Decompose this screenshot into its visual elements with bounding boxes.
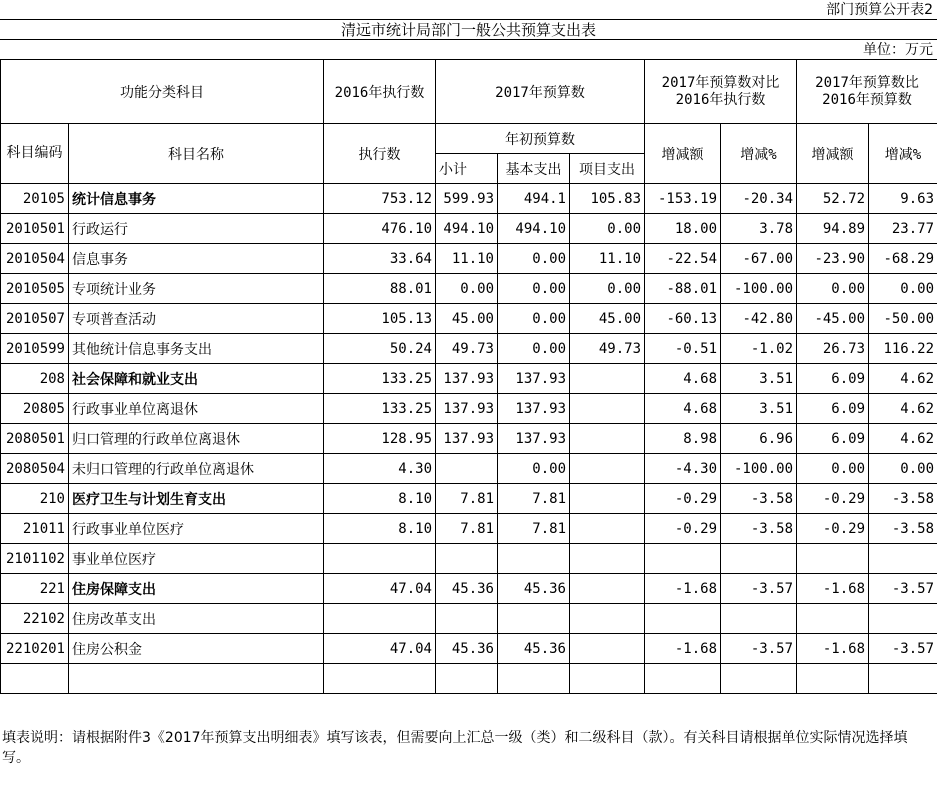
cell-change-percent <box>721 544 797 574</box>
cell-change-amount: 8.98 <box>645 424 721 454</box>
cell-change-percent-2: 4.62 <box>869 364 937 394</box>
cell-change-amount: -0.29 <box>645 514 721 544</box>
budget-table <box>0 59 937 694</box>
cell-exec: 753.12 <box>324 184 436 214</box>
cell-exec: 8.10 <box>324 514 436 544</box>
cell-change-amount <box>645 664 721 694</box>
cell-project: 105.83 <box>570 184 645 214</box>
cell-exec <box>324 604 436 634</box>
header-exec-2016: 2016年执行数 <box>324 60 436 124</box>
cell-change-percent: -100.00 <box>721 454 797 484</box>
table-row <box>1 544 937 574</box>
cell-change-percent-2: -3.58 <box>869 484 937 514</box>
cell-change-percent: -3.58 <box>721 484 797 514</box>
cell-change-amount-2: 6.09 <box>797 364 869 394</box>
table-title: 清远市统计局部门一般公共预算支出表 <box>0 20 937 40</box>
cell-exec: 4.30 <box>324 454 436 484</box>
cell-code: 208 <box>1 364 69 394</box>
cell-change-amount: -0.29 <box>645 484 721 514</box>
table-row <box>1 574 937 604</box>
cell-change-amount: -60.13 <box>645 304 721 334</box>
cell-change-percent-2: 4.62 <box>869 424 937 454</box>
cell-change-percent-2: 9.63 <box>869 184 937 214</box>
cell-change-percent-2 <box>869 604 937 634</box>
cell-basic <box>498 544 570 574</box>
cell-name: 行政事业单位医疗 <box>69 514 324 544</box>
cell-code: 20805 <box>1 394 69 424</box>
cell-code: 210 <box>1 484 69 514</box>
cell-project <box>570 634 645 664</box>
cell-change-percent: -3.58 <box>721 514 797 544</box>
header-compare-exec: 2017年预算数对比2016年执行数 <box>645 60 797 124</box>
cell-change-percent-2: 0.00 <box>869 274 937 304</box>
cell-change-amount: -4.30 <box>645 454 721 484</box>
form-id-label: 部门预算公开表2 <box>0 0 937 20</box>
cell-project <box>570 364 645 394</box>
cell-change-amount-2: 0.00 <box>797 274 869 304</box>
header-name: 科目名称 <box>69 124 324 184</box>
table-row <box>1 664 937 694</box>
cell-project: 0.00 <box>570 274 645 304</box>
cell-change-amount-2: -0.29 <box>797 514 869 544</box>
header-change-amount-2: 增减额 <box>797 124 869 184</box>
cell-name: 社会保障和就业支出 <box>69 364 324 394</box>
cell-change-amount-2 <box>797 604 869 634</box>
table-row <box>1 334 937 364</box>
header-exec: 执行数 <box>324 124 436 184</box>
header-change-amount: 增减额 <box>645 124 721 184</box>
header-compare-budget: 2017年预算数比2016年预算数 <box>797 60 937 124</box>
cell-project <box>570 454 645 484</box>
cell-basic <box>498 664 570 694</box>
cell-change-amount: -0.51 <box>645 334 721 364</box>
cell-change-amount-2: 6.09 <box>797 424 869 454</box>
header-budget-2017: 2017年预算数 <box>436 60 645 124</box>
cell-code: 2010504 <box>1 244 69 274</box>
cell-basic: 45.36 <box>498 574 570 604</box>
table-row <box>1 274 937 304</box>
cell-code: 2210201 <box>1 634 69 664</box>
cell-change-percent <box>721 664 797 694</box>
cell-subtotal: 45.36 <box>436 634 498 664</box>
table-row <box>1 304 937 334</box>
cell-basic: 45.36 <box>498 634 570 664</box>
cell-subtotal: 599.93 <box>436 184 498 214</box>
cell-change-amount <box>645 544 721 574</box>
table-row <box>1 424 937 454</box>
cell-change-amount-2: 94.89 <box>797 214 869 244</box>
header-change-percent: 增减% <box>721 124 797 184</box>
cell-change-amount-2: 0.00 <box>797 454 869 484</box>
cell-subtotal: 7.81 <box>436 484 498 514</box>
cell-exec <box>324 544 436 574</box>
cell-change-percent: 3.51 <box>721 364 797 394</box>
cell-basic: 494.1 <box>498 184 570 214</box>
cell-basic <box>498 604 570 634</box>
cell-change-amount-2: -0.29 <box>797 484 869 514</box>
cell-name: 行政事业单位离退休 <box>69 394 324 424</box>
table-row <box>1 604 937 634</box>
cell-subtotal: 49.73 <box>436 334 498 364</box>
cell-code <box>1 664 69 694</box>
cell-exec: 88.01 <box>324 274 436 304</box>
cell-name: 住房改革支出 <box>69 604 324 634</box>
cell-change-percent: -1.02 <box>721 334 797 364</box>
cell-basic: 137.93 <box>498 394 570 424</box>
header-initial-budget: 年初预算数 <box>436 124 645 154</box>
cell-subtotal: 137.93 <box>436 394 498 424</box>
header-func-category: 功能分类科目 <box>1 60 324 124</box>
cell-change-percent-2: 0.00 <box>869 454 937 484</box>
cell-subtotal: 11.10 <box>436 244 498 274</box>
cell-project <box>570 514 645 544</box>
cell-exec: 50.24 <box>324 334 436 364</box>
cell-code: 2010599 <box>1 334 69 364</box>
cell-change-amount-2 <box>797 544 869 574</box>
cell-basic: 0.00 <box>498 304 570 334</box>
cell-name: 住房公积金 <box>69 634 324 664</box>
cell-change-percent-2: 23.77 <box>869 214 937 244</box>
cell-exec: 8.10 <box>324 484 436 514</box>
cell-exec: 105.13 <box>324 304 436 334</box>
cell-project <box>570 484 645 514</box>
cell-exec: 133.25 <box>324 364 436 394</box>
footnote: 填表说明：请根据附件3《2017年预算支出明细表》填写该表，但需要向上汇总一级（类）和二级科目（款）。有关科目请根据单位实际情况选择填写。 <box>2 730 908 766</box>
cell-exec <box>324 664 436 694</box>
cell-change-amount-2: -1.68 <box>797 634 869 664</box>
cell-code: 221 <box>1 574 69 604</box>
cell-change-amount: -1.68 <box>645 574 721 604</box>
cell-project: 49.73 <box>570 334 645 364</box>
cell-change-amount-2 <box>797 664 869 694</box>
table-row <box>1 214 937 244</box>
cell-basic: 7.81 <box>498 484 570 514</box>
cell-subtotal: 0.00 <box>436 274 498 304</box>
cell-name <box>69 664 324 694</box>
cell-change-amount-2: 52.72 <box>797 184 869 214</box>
cell-subtotal: 7.81 <box>436 514 498 544</box>
cell-change-percent: 6.96 <box>721 424 797 454</box>
cell-basic: 0.00 <box>498 334 570 364</box>
cell-change-amount-2: 26.73 <box>797 334 869 364</box>
cell-basic: 137.93 <box>498 364 570 394</box>
table-row <box>1 364 937 394</box>
cell-basic: 0.00 <box>498 274 570 304</box>
table-row <box>1 634 937 664</box>
table-row <box>1 484 937 514</box>
cell-subtotal: 494.10 <box>436 214 498 244</box>
cell-project: 11.10 <box>570 244 645 274</box>
cell-exec: 47.04 <box>324 634 436 664</box>
cell-exec: 476.10 <box>324 214 436 244</box>
cell-change-percent: -42.80 <box>721 304 797 334</box>
cell-name: 专项普查活动 <box>69 304 324 334</box>
header-code: 科目编码 <box>1 124 69 184</box>
cell-subtotal: 45.00 <box>436 304 498 334</box>
cell-name: 事业单位医疗 <box>69 544 324 574</box>
cell-code: 2010501 <box>1 214 69 244</box>
cell-change-amount-2: -45.00 <box>797 304 869 334</box>
cell-name: 医疗卫生与计划生育支出 <box>69 484 324 514</box>
cell-name: 未归口管理的行政单位离退休 <box>69 454 324 484</box>
cell-subtotal <box>436 544 498 574</box>
cell-basic: 0.00 <box>498 454 570 484</box>
cell-subtotal <box>436 604 498 634</box>
header-basic: 基本支出 <box>498 154 570 184</box>
cell-name: 归口管理的行政单位离退休 <box>69 424 324 454</box>
cell-change-amount: -1.68 <box>645 634 721 664</box>
table-row <box>1 184 937 214</box>
cell-project <box>570 664 645 694</box>
table-row <box>1 454 937 484</box>
cell-change-percent-2: -3.57 <box>869 634 937 664</box>
cell-change-percent-2 <box>869 544 937 574</box>
cell-project: 45.00 <box>570 304 645 334</box>
cell-change-percent: -100.00 <box>721 274 797 304</box>
cell-change-amount: 18.00 <box>645 214 721 244</box>
cell-project <box>570 394 645 424</box>
cell-change-percent: -67.00 <box>721 244 797 274</box>
cell-code: 2010505 <box>1 274 69 304</box>
cell-change-percent-2: 116.22 <box>869 334 937 364</box>
cell-change-amount-2: -23.90 <box>797 244 869 274</box>
cell-subtotal: 45.36 <box>436 574 498 604</box>
cell-change-percent-2: -3.57 <box>869 574 937 604</box>
cell-change-amount-2: -1.68 <box>797 574 869 604</box>
cell-change-amount: -153.19 <box>645 184 721 214</box>
cell-project <box>570 574 645 604</box>
cell-change-percent <box>721 604 797 634</box>
cell-project: 0.00 <box>570 214 645 244</box>
cell-name: 行政运行 <box>69 214 324 244</box>
cell-name: 专项统计业务 <box>69 274 324 304</box>
cell-project <box>570 424 645 454</box>
cell-project <box>570 544 645 574</box>
cell-code: 2080504 <box>1 454 69 484</box>
cell-change-amount: 4.68 <box>645 364 721 394</box>
cell-code: 2010507 <box>1 304 69 334</box>
cell-code: 2080501 <box>1 424 69 454</box>
cell-subtotal: 137.93 <box>436 364 498 394</box>
cell-subtotal <box>436 664 498 694</box>
cell-change-percent: -3.57 <box>721 634 797 664</box>
cell-exec: 128.95 <box>324 424 436 454</box>
table-row <box>1 244 937 274</box>
cell-change-percent-2: -68.29 <box>869 244 937 274</box>
cell-name: 信息事务 <box>69 244 324 274</box>
cell-change-amount: -88.01 <box>645 274 721 304</box>
cell-code: 22102 <box>1 604 69 634</box>
cell-exec: 33.64 <box>324 244 436 274</box>
cell-change-percent: 3.51 <box>721 394 797 424</box>
cell-name: 其他统计信息事务支出 <box>69 334 324 364</box>
cell-change-percent-2 <box>869 664 937 694</box>
header-subtotal: 小计 <box>436 154 498 184</box>
cell-basic: 494.10 <box>498 214 570 244</box>
cell-change-percent: -20.34 <box>721 184 797 214</box>
cell-change-amount <box>645 604 721 634</box>
header-change-percent-2: 增减% <box>869 124 937 184</box>
cell-change-percent-2: -3.58 <box>869 514 937 544</box>
cell-code: 2101102 <box>1 544 69 574</box>
cell-change-amount: 4.68 <box>645 394 721 424</box>
cell-project <box>570 604 645 634</box>
cell-change-percent-2: 4.62 <box>869 394 937 424</box>
cell-change-percent: 3.78 <box>721 214 797 244</box>
cell-basic: 137.93 <box>498 424 570 454</box>
cell-subtotal: 137.93 <box>436 424 498 454</box>
cell-code: 21011 <box>1 514 69 544</box>
unit-label: 单位：万元 <box>0 40 937 60</box>
cell-basic: 7.81 <box>498 514 570 544</box>
cell-exec: 133.25 <box>324 394 436 424</box>
cell-basic: 0.00 <box>498 244 570 274</box>
cell-name: 住房保障支出 <box>69 574 324 604</box>
header-project: 项目支出 <box>570 154 645 184</box>
cell-change-amount-2: 6.09 <box>797 394 869 424</box>
table-row <box>1 514 937 544</box>
cell-change-amount: -22.54 <box>645 244 721 274</box>
cell-change-percent: -3.57 <box>721 574 797 604</box>
cell-code: 20105 <box>1 184 69 214</box>
cell-exec: 47.04 <box>324 574 436 604</box>
cell-change-percent-2: -50.00 <box>869 304 937 334</box>
cell-subtotal <box>436 454 498 484</box>
cell-name: 统计信息事务 <box>69 184 324 214</box>
table-row <box>1 394 937 424</box>
